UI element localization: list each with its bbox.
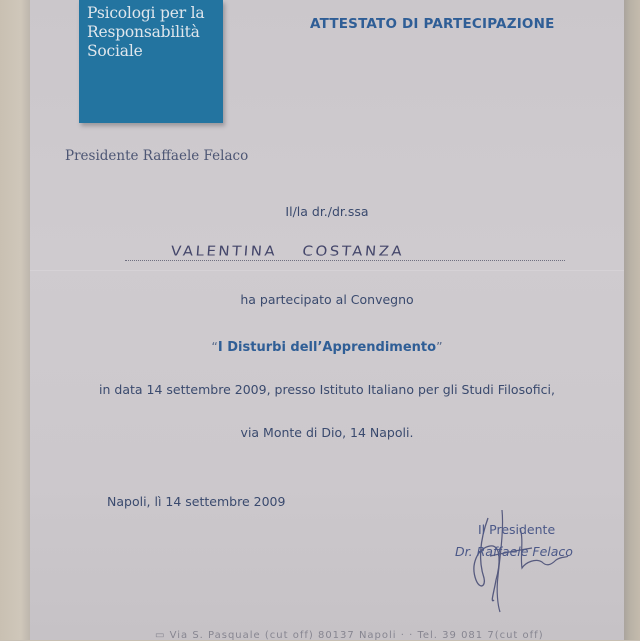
footer-address: ▭ Via S. Pasquale (cut off) 80137 Napoli · · Tel. 39 081 7(cut off) xyxy=(155,630,544,641)
signer-name: Dr. Raffaele Felaco xyxy=(455,544,573,559)
recipient-name: VALENTINA COSTANZA xyxy=(170,242,405,260)
organization-logo xyxy=(79,0,223,123)
event-title: I Disturbi dell’Apprendimento xyxy=(217,340,437,355)
address-line: via Monte di Dio, 14 Napoli. xyxy=(240,425,414,440)
frame-right-edge xyxy=(624,0,640,640)
event-title-line xyxy=(30,339,624,355)
quote-open: “ xyxy=(211,339,218,354)
signer-role: Il Presidente xyxy=(478,522,556,537)
paper-fold xyxy=(30,270,624,271)
logo-line-3: Sociale xyxy=(87,42,143,60)
frame-left-edge xyxy=(0,0,30,640)
participation-text: ha partecipato al Convegno xyxy=(240,292,414,307)
certificate-title: ATTESTATO DI PARTECIPAZIONE xyxy=(310,16,555,32)
dotted-line xyxy=(125,260,565,261)
certificate-paper xyxy=(30,0,624,640)
salutation: Il/la dr./dr.ssa xyxy=(285,204,369,219)
date-venue-line: in data 14 settembre 2009, presso Istituto Italiano per gli Studi Filosofici, xyxy=(99,382,555,397)
place-date: Napoli, lì 14 settembre 2009 xyxy=(107,494,286,509)
logo-line-2: Responsabilità xyxy=(87,23,200,41)
logo-text xyxy=(87,4,221,61)
president-header: Presidente Raffaele Felaco xyxy=(65,148,249,164)
logo-line-1: Psicologi per la xyxy=(87,4,205,22)
handwritten-signature-icon xyxy=(450,500,600,620)
recipient-field xyxy=(125,244,565,264)
quote-close: ” xyxy=(436,339,443,354)
